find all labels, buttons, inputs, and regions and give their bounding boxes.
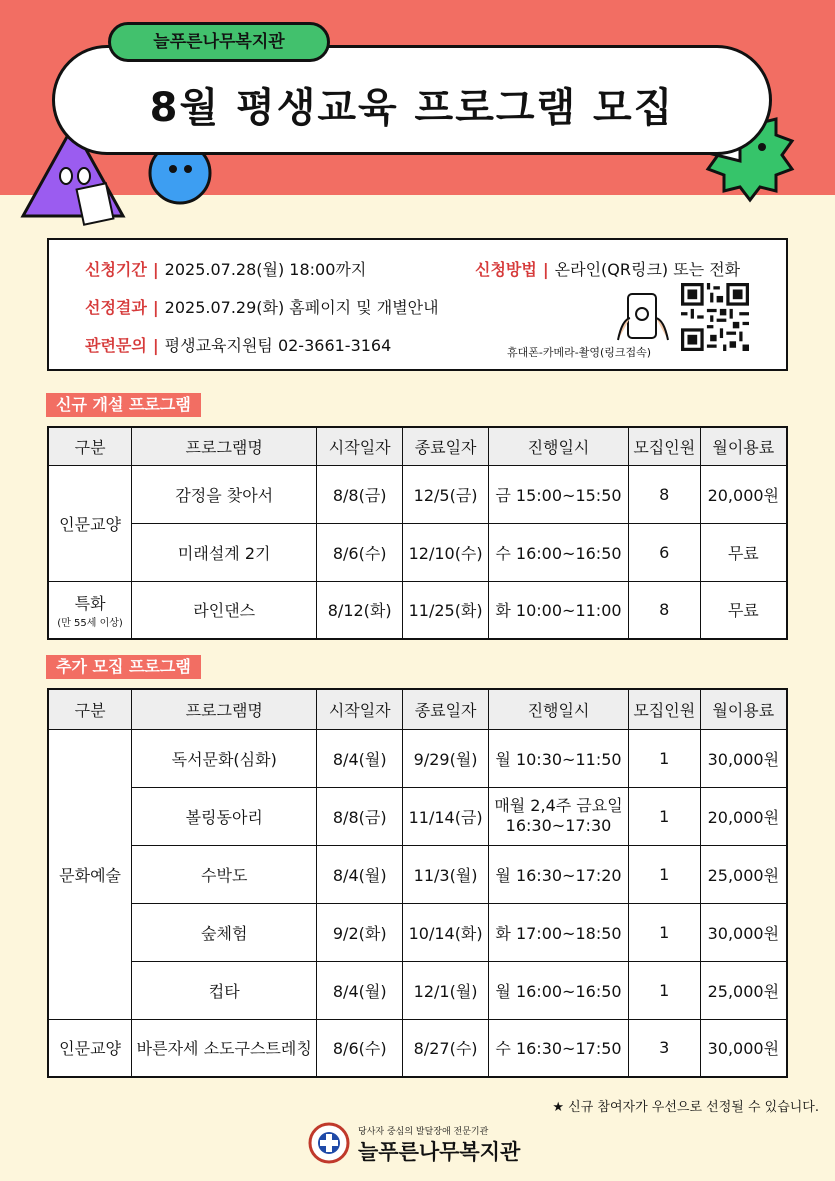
info-box — [47, 238, 788, 371]
start-date-cell: 8/4(월) — [317, 961, 403, 1019]
start-date-cell: 8/12(화) — [317, 581, 403, 639]
column-header: 구분 — [48, 689, 132, 729]
fee-cell: 무료 — [700, 523, 787, 581]
column-header: 구분 — [48, 427, 132, 465]
fee-cell: 30,000원 — [700, 1019, 787, 1077]
fee-cell: 20,000원 — [700, 465, 787, 523]
fee-cell: 30,000원 — [700, 903, 787, 961]
start-date-cell: 8/8(금) — [317, 465, 403, 523]
category-main: 특화 — [74, 593, 106, 613]
capacity-cell: 1 — [628, 961, 700, 1019]
section-label-new: 신규 개설 프로그램 — [46, 393, 201, 417]
result-value: 2025.07.29(화) 홈페이지 및 개별안내 — [164, 298, 439, 317]
table-row — [48, 961, 787, 1019]
capacity-cell: 1 — [628, 903, 700, 961]
result-row — [85, 295, 439, 318]
end-date-cell: 9/29(월) — [403, 729, 489, 787]
column-header: 월이용료 — [700, 427, 787, 465]
footer-tagline: 당사자 중심의 발달장애 전문기관 — [358, 1127, 489, 1137]
phone-camera-icon — [614, 290, 674, 342]
program-name-cell: 라인댄스 — [132, 581, 317, 639]
column-header: 모집인원 — [628, 689, 700, 729]
start-date-cell: 8/6(수) — [317, 1019, 403, 1077]
org-name-pill: 늘푸른나무복지관 — [108, 22, 330, 62]
column-header: 월이용료 — [700, 689, 787, 729]
capacity-cell: 8 — [628, 581, 700, 639]
program-name-cell: 바른자세 소도구스트레칭 — [132, 1019, 317, 1077]
category-cell: 인문교양 — [48, 465, 132, 581]
apply-period-value: 2025.07.28(월) 18:00까지 — [164, 260, 367, 279]
start-date-cell: 9/2(화) — [317, 903, 403, 961]
category-cell: 문화예술 — [48, 729, 132, 1019]
table-row — [48, 729, 787, 787]
start-date-cell: 8/8(금) — [317, 787, 403, 845]
category-sub: (만 55세 이상) — [57, 617, 123, 629]
column-header: 시작일자 — [317, 689, 403, 729]
qr-code-icon[interactable] — [681, 283, 749, 351]
table-row — [48, 465, 787, 523]
contact-row — [85, 333, 391, 356]
end-date-cell: 12/5(금) — [403, 465, 489, 523]
column-header: 종료일자 — [403, 427, 489, 465]
start-date-cell: 8/4(월) — [317, 845, 403, 903]
schedule-cell: 월 16:30~17:20 — [489, 845, 629, 903]
qr-caption: 휴대폰-카메라-촬영(링크접속) — [507, 346, 652, 359]
capacity-cell: 1 — [628, 787, 700, 845]
start-date-cell: 8/4(월) — [317, 729, 403, 787]
fee-cell: 25,000원 — [700, 961, 787, 1019]
capacity-cell: 8 — [628, 465, 700, 523]
separator: | — [152, 298, 159, 317]
column-header: 종료일자 — [403, 689, 489, 729]
organization-emblem-icon — [308, 1122, 350, 1164]
capacity-cell: 1 — [628, 845, 700, 903]
column-header: 프로그램명 — [132, 427, 317, 465]
fee-cell: 20,000원 — [700, 787, 787, 845]
capacity-cell: 1 — [628, 729, 700, 787]
schedule-cell: 월 10:30~11:50 — [489, 729, 629, 787]
category-cell — [48, 581, 132, 639]
separator: | — [542, 260, 549, 279]
separator: | — [152, 260, 159, 279]
table-row — [48, 845, 787, 903]
program-name-cell: 미래설계 2기 — [132, 523, 317, 581]
capacity-cell: 6 — [628, 523, 700, 581]
page-title: 8월 평생교육 프로그램 모집 — [149, 85, 675, 131]
schedule-line-1: 매월 2,4주 금요일 — [494, 796, 623, 815]
apply-method-row — [475, 257, 740, 280]
end-date-cell: 11/14(금) — [403, 787, 489, 845]
column-header: 진행일시 — [489, 689, 629, 729]
table-row — [48, 787, 787, 845]
schedule-cell: 화 10:00~11:00 — [489, 581, 629, 639]
section-label-additional: 추가 모집 프로그램 — [46, 655, 201, 679]
program-name-cell: 감정을 찾아서 — [132, 465, 317, 523]
footer-org-name: 늘푸른나무복지관 — [358, 1140, 521, 1164]
program-name-cell: 수박도 — [132, 845, 317, 903]
contact-label: 관련문의 — [85, 336, 147, 355]
schedule-cell: 수 16:30~17:50 — [489, 1019, 629, 1077]
schedule-cell: 화 17:00~18:50 — [489, 903, 629, 961]
column-header: 시작일자 — [317, 427, 403, 465]
end-date-cell: 12/10(수) — [403, 523, 489, 581]
program-name-cell: 컵타 — [132, 961, 317, 1019]
table-row — [48, 523, 787, 581]
table-header-row — [48, 689, 787, 729]
start-date-cell: 8/6(수) — [317, 523, 403, 581]
table-header-row — [48, 427, 787, 465]
footer-logo — [308, 1120, 538, 1170]
program-name-cell: 독서문화(심화) — [132, 729, 317, 787]
fee-cell: 30,000원 — [700, 729, 787, 787]
fee-cell: 무료 — [700, 581, 787, 639]
separator: | — [152, 336, 159, 355]
table-row — [48, 581, 787, 639]
column-header: 진행일시 — [489, 427, 629, 465]
end-date-cell: 11/3(월) — [403, 845, 489, 903]
schedule-cell: 수 16:00~16:50 — [489, 523, 629, 581]
program-name-cell: 숲체험 — [132, 903, 317, 961]
category-cell: 인문교양 — [48, 1019, 132, 1077]
program-name-cell: 볼링동아리 — [132, 787, 317, 845]
apply-method-label: 신청방법 — [475, 260, 537, 279]
apply-period-row — [85, 257, 366, 280]
table-row — [48, 1019, 787, 1077]
end-date-cell: 8/27(수) — [403, 1019, 489, 1077]
column-header: 프로그램명 — [132, 689, 317, 729]
apply-method-value: 온라인(QR링크) 또는 전화 — [554, 260, 741, 279]
schedule-cell: 월 16:00~16:50 — [489, 961, 629, 1019]
end-date-cell: 12/1(월) — [403, 961, 489, 1019]
column-header: 모집인원 — [628, 427, 700, 465]
capacity-cell: 3 — [628, 1019, 700, 1077]
end-date-cell: 10/14(화) — [403, 903, 489, 961]
contact-value: 평생교육지원팀 02-3661-3164 — [164, 336, 392, 355]
schedule-cell — [489, 787, 629, 845]
new-program-table — [47, 426, 788, 640]
fee-cell: 25,000원 — [700, 845, 787, 903]
end-date-cell: 11/25(화) — [403, 581, 489, 639]
priority-note: ★ 신규 참여자가 우선으로 선정될 수 있습니다. — [552, 1100, 819, 1115]
schedule-cell: 금 15:00~15:50 — [489, 465, 629, 523]
table-row — [48, 903, 787, 961]
additional-program-table — [47, 688, 788, 1078]
apply-period-label: 신청기간 — [85, 260, 147, 279]
schedule-line-2: 16:30~17:30 — [505, 816, 612, 835]
result-label: 선정결과 — [85, 298, 147, 317]
